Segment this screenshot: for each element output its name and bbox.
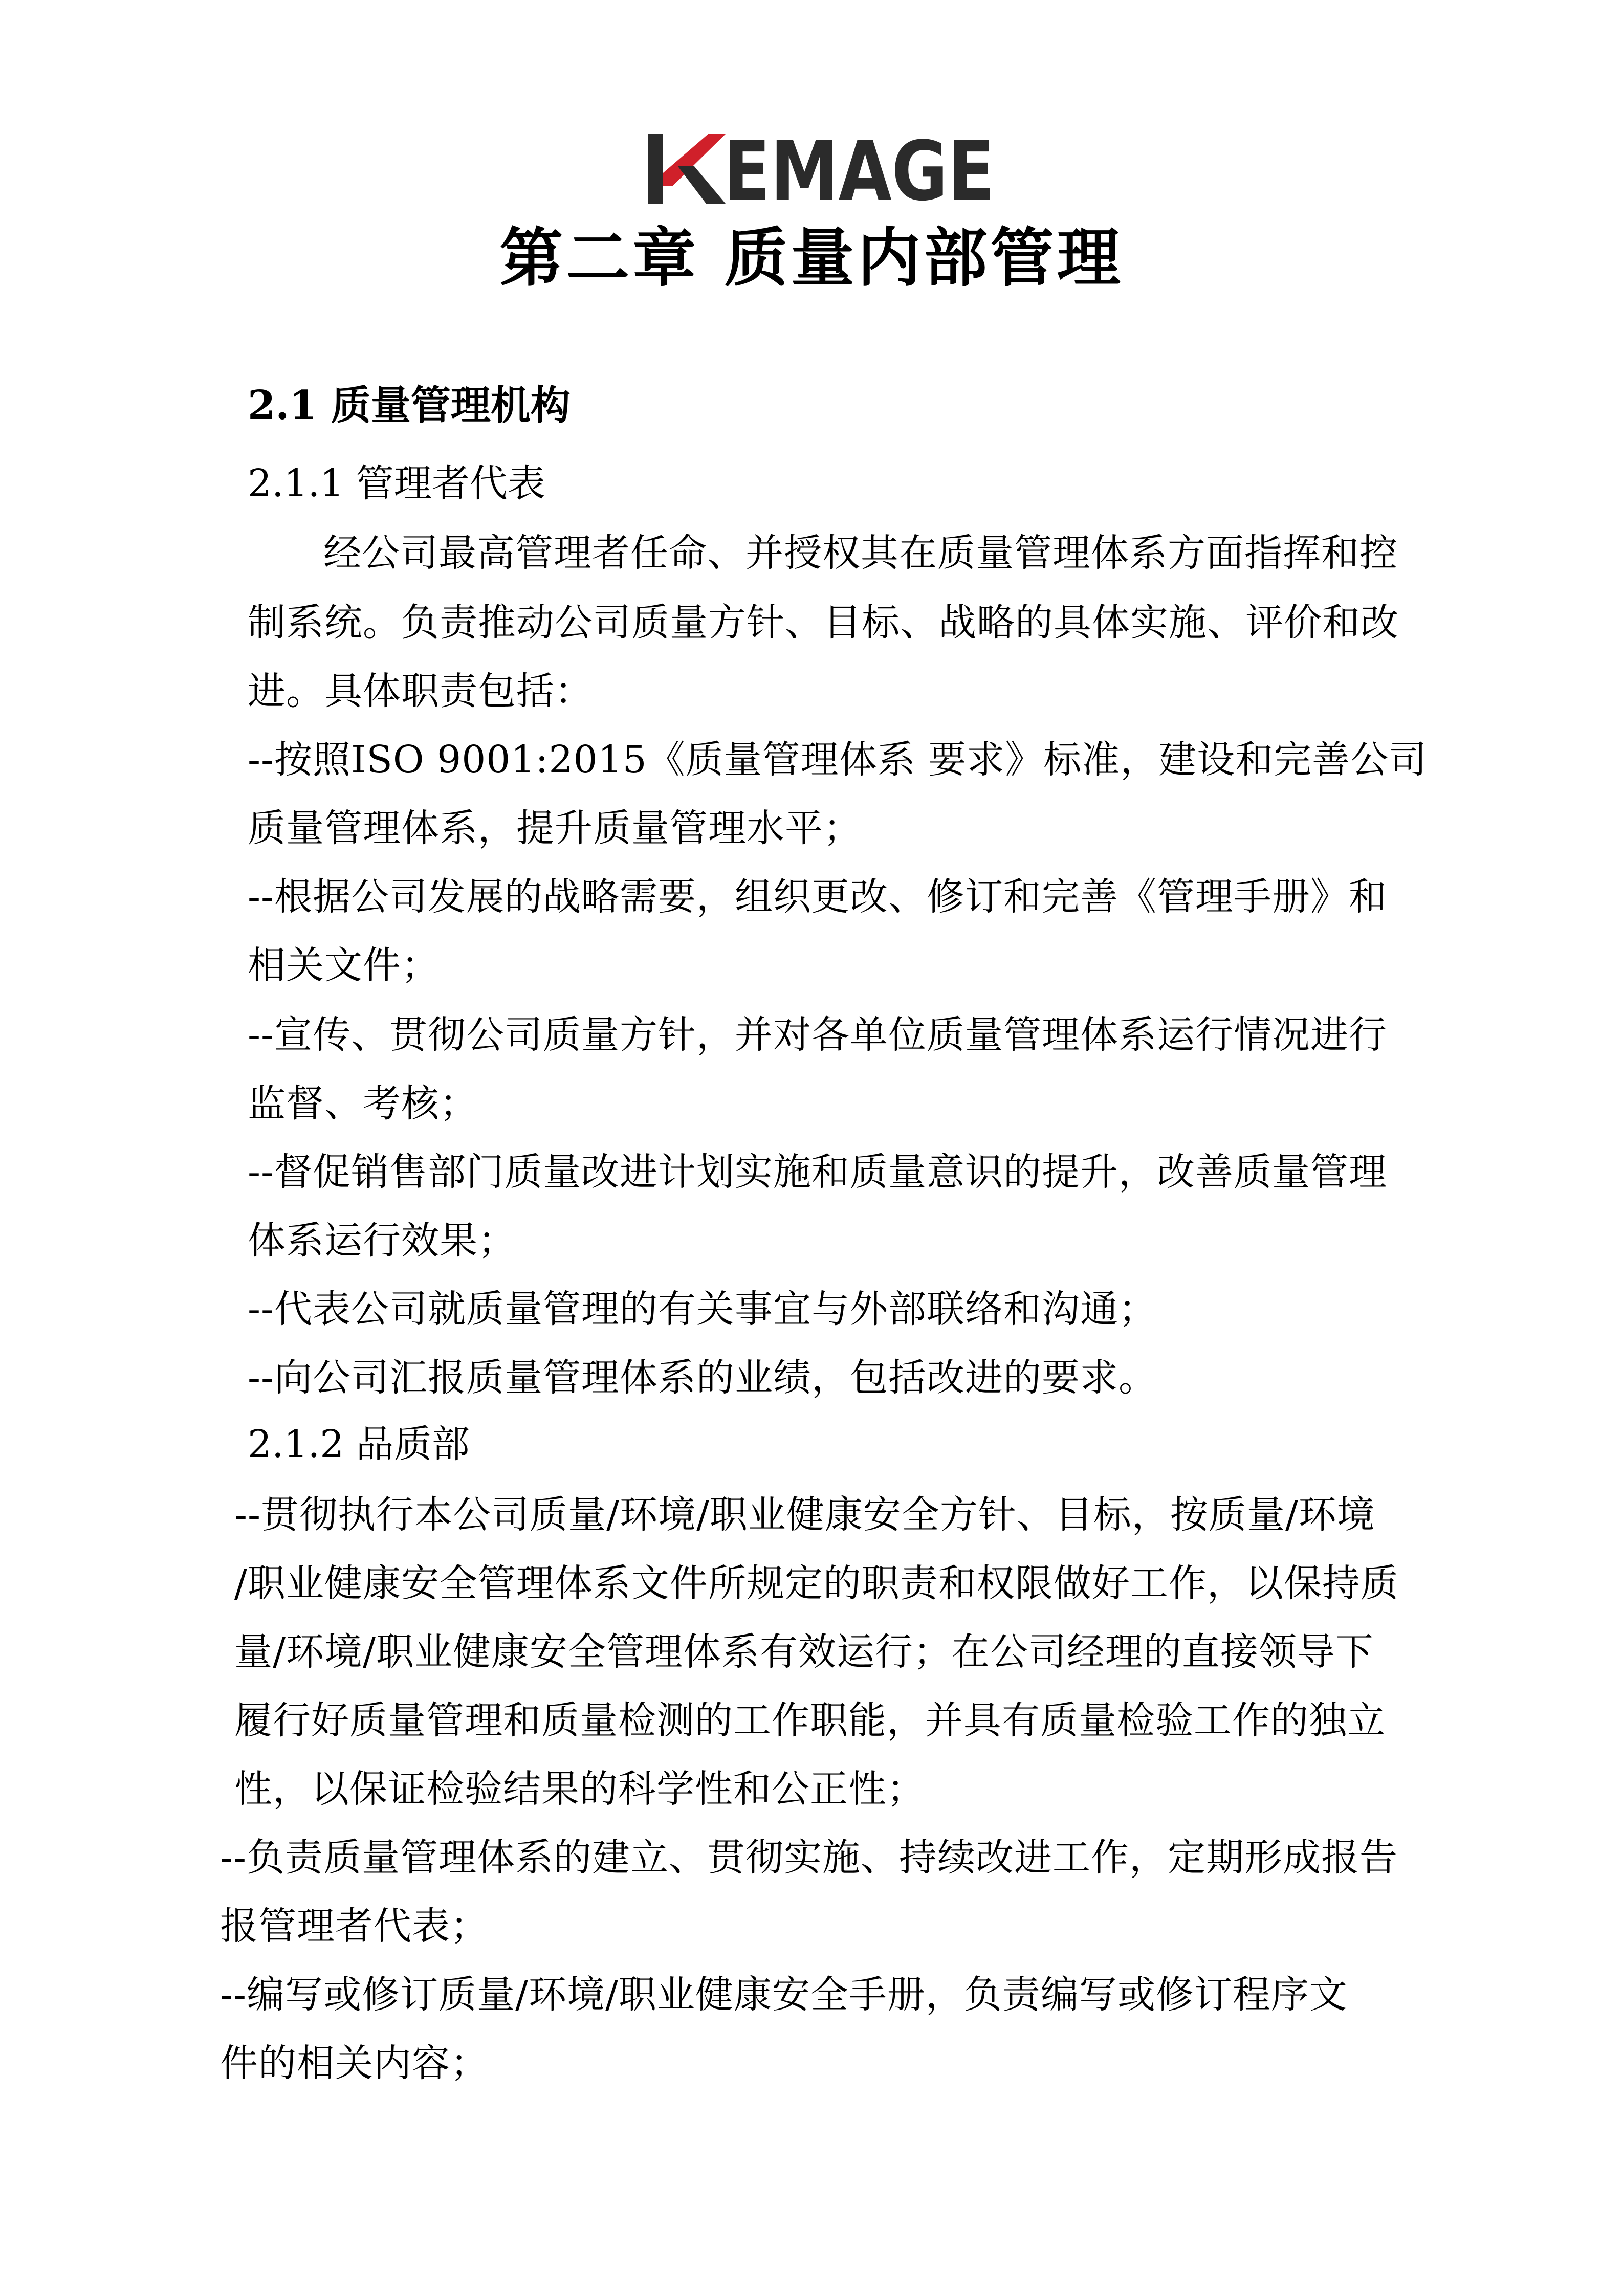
- list-item-line: --宣传、贯彻公司质量方针，并对各单位质量管理体系运行情况进行: [248, 1013, 1388, 1057]
- list-item-line: 量/环境/职业健康安全管理体系有效运行；在公司经理的直接领导下: [234, 1630, 1374, 1674]
- paragraph-line: 经公司最高管理者任命、并授权其在质量管理体系方面指挥和控: [323, 531, 1398, 575]
- kemage-logo-graphic: [648, 123, 996, 219]
- list-item-line: 报管理者代表；: [220, 1904, 489, 1948]
- list-item-line: 件的相关内容；: [220, 2041, 489, 2085]
- subsection-heading-2-1-2: 2.1.2 品质部: [248, 1422, 470, 1466]
- kemage-logo: [648, 123, 996, 219]
- paragraph-line: 进。具体职责包括：: [248, 669, 593, 713]
- list-item-line: --根据公司发展的战略需要，组织更改、修订和完善《管理手册》和: [248, 875, 1388, 919]
- list-item-line: --向公司汇报质量管理体系的业绩，包括改进的要求。: [248, 1356, 1157, 1400]
- section-heading-2-1: 2.1 质量管理机构: [248, 382, 571, 429]
- list-item-line: 监督、考核；: [248, 1081, 478, 1125]
- list-item-line: /职业健康安全管理体系文件所规定的职责和权限做好工作，以保持质: [234, 1561, 1399, 1605]
- list-item-line: --按照ISO 9001:2015《质量管理体系 要求》标准，建设和完善公司: [248, 738, 1428, 782]
- list-item-line: --负责质量管理体系的建立、贯彻实施、持续改进工作，定期形成报告: [220, 1836, 1398, 1880]
- list-item-line: --编写或修订质量/环境/职业健康安全手册，负责编写或修订程序文: [220, 1973, 1348, 2017]
- list-item-line: --代表公司就质量管理的有关事宜与外部联络和沟通；: [248, 1287, 1157, 1331]
- svg-text:EMAGE: EMAGE: [723, 123, 995, 219]
- chapter-title: 第二章 质量内部管理: [499, 221, 1124, 295]
- paragraph-line: 制系统。负责推动公司质量方针、目标、战略的具体实施、评价和改: [248, 601, 1399, 645]
- list-item-line: 性，以保证检验结果的科学性和公正性；: [234, 1767, 925, 1811]
- list-item-line: 履行好质量管理和质量检测的工作职能，并具有质量检验工作的独立: [234, 1698, 1386, 1742]
- list-item-line: --贯彻执行本公司质量/环境/职业健康安全方针、目标，按质量/环境: [234, 1493, 1375, 1537]
- subsection-heading-2-1-1: 2.1.1 管理者代表: [248, 461, 545, 505]
- list-item-line: 体系运行效果；: [248, 1219, 516, 1263]
- list-item-line: --督促销售部门质量改进计划实施和质量意识的提升，改善质量管理: [248, 1150, 1388, 1194]
- list-item-line: 质量管理体系，提升质量管理水平；: [248, 806, 862, 850]
- list-item-line: 相关文件；: [248, 943, 440, 987]
